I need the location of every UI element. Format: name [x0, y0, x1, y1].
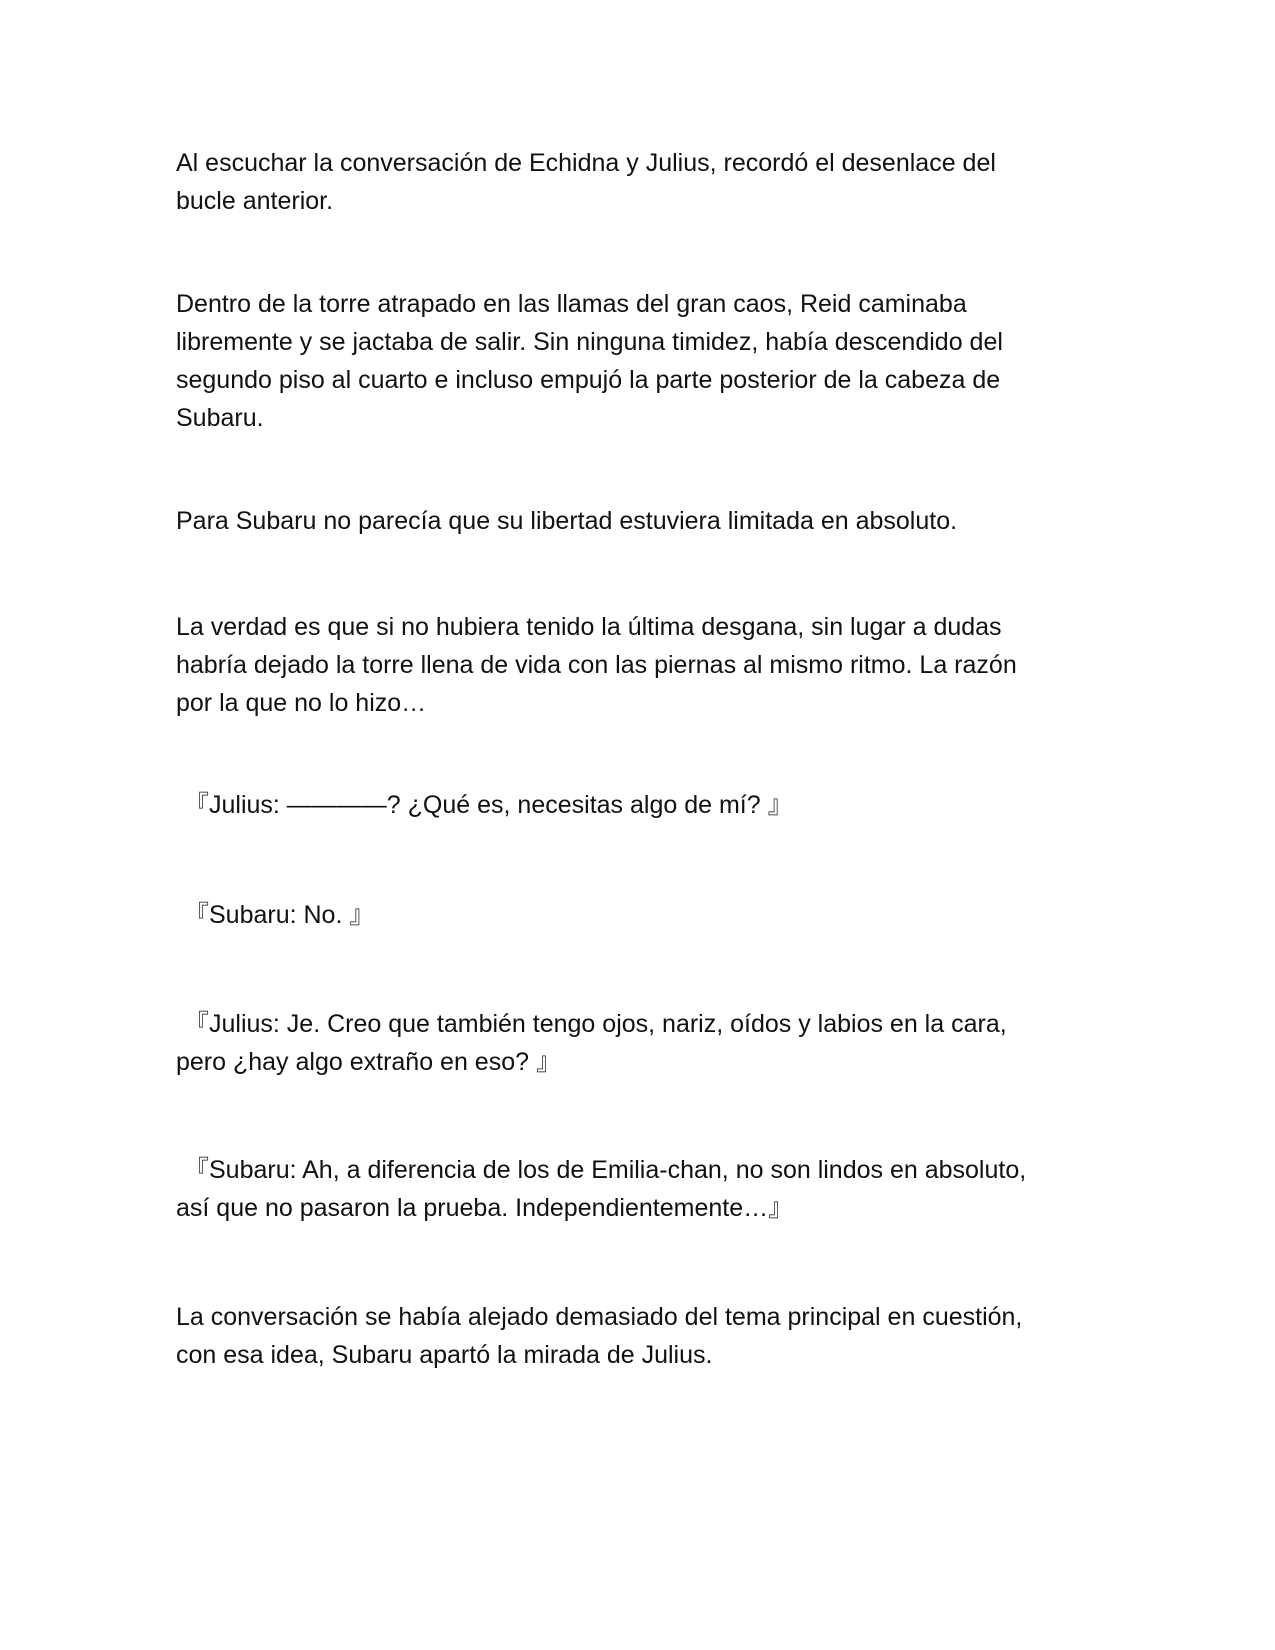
dialogue-julius-1: 『Julius: ————? ¿Qué es, necesitas algo de mí? 』 [184, 791, 793, 819]
paragraph-4: La verdad es que si no hubiera tenido la última desgana, sin lugar a dudas habría dejado la torre llena de vida con las piernas al mismo ritmo. La razón por la que no lo hizo… [176, 613, 1017, 717]
paragraph-1: Al escuchar la conversación de Echidna y Julius, recordó el desenlace del bucle anterior. [176, 149, 996, 215]
dialogue-subaru-1: 『Subaru: No. 』 [184, 901, 375, 929]
paragraph-2: Dentro de la torre atrapado en las llamas del gran caos, Reid caminaba libremente y se jactaba de salir. Sin ninguna timidez, había descendido del segundo piso al cuarto e incluso empujó la parte posterior de la cabeza de Subaru. [176, 290, 1003, 432]
paragraph-final: La conversación se había alejado demasiado del tema principal en cuestión, con esa idea, Subaru apartó la mirada de Julius. [176, 1303, 1023, 1369]
dialogue-subaru-2: 『Subaru: Ah, a diferencia de los de Emilia-chan, no son lindos en absoluto, así que no pasaron la prueba. Independientemente…』 [176, 1156, 1027, 1222]
paragraph-3: Para Subaru no parecía que su libertad estuviera limitada en absoluto. [176, 507, 958, 535]
dialogue-julius-2: 『Julius: Je. Creo que también tengo ojos, nariz, oídos y labios en la cara, pero ¿hay algo extraño en eso? 』 [176, 1010, 1007, 1076]
